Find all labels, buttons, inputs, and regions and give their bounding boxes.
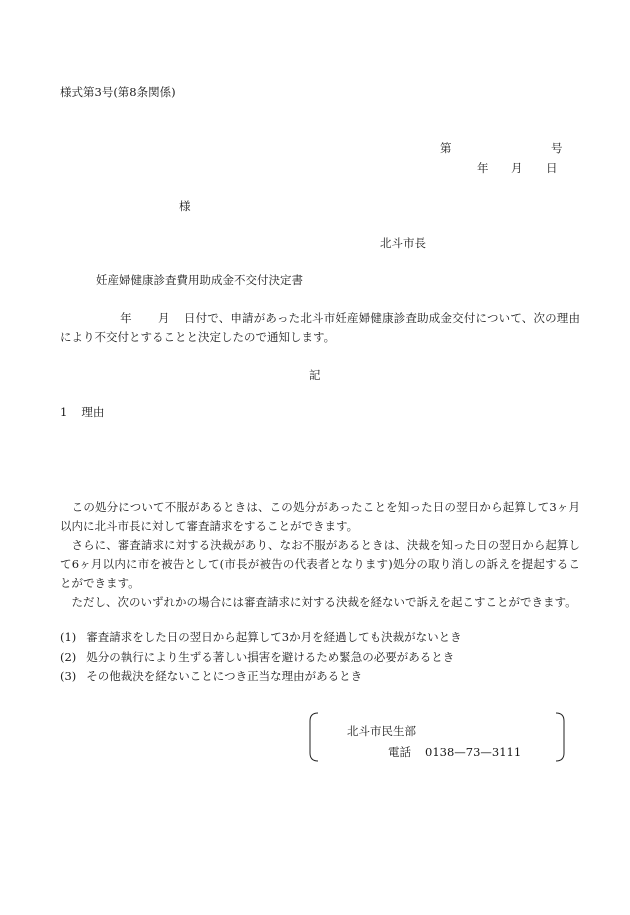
issue-date-day: 日 [546, 161, 558, 175]
notice-year: 年 [120, 311, 132, 325]
issue-number-prefix: 第 [440, 141, 452, 155]
notice-month: 月 [157, 311, 170, 325]
contact-phone-label: 電話 [388, 745, 411, 759]
appeal-paragraph-2: さらに、審査請求に対する決裁があり、なお不服があるときは、決裁を知った日の翌日から起算して6ヶ月以内に市を被告として(市長が被告の代表者となります)処分の取り消しの訴えを提起することができます。 [60, 538, 580, 590]
right-bracket [554, 712, 566, 762]
issue-number-suffix: 号 [551, 141, 563, 155]
left-bracket [308, 712, 320, 762]
document-title: 妊産婦健康診査費用助成金不交付決定書 [96, 273, 303, 287]
appeal-paragraph-1: この処分について不服があるときは、この処分があったことを知った日の翌日から起算して3ヶ月以内に北斗市長に対して審査請求をすることができます。 [60, 500, 580, 533]
reason-heading [60, 405, 104, 419]
issue-date-year: 年 [477, 161, 489, 175]
sender: 北斗市長 [380, 236, 426, 250]
contact-phone [388, 745, 521, 759]
appeal-paragraph-3: ただし、次のいずれかの場合には審査請求に対する決裁を経ないで訴えを起こすことができます。 [60, 595, 577, 609]
recipient-honorific: 様 [179, 199, 191, 213]
condition-item-3: (3) その他裁決を経ないことにつき正当な理由があるとき [60, 669, 363, 683]
condition-item-1: (1) 審査請求をした日の翌日から起算して3か月を経過しても決裁がないとき [60, 630, 462, 644]
ki-heading: 記 [309, 368, 321, 382]
issue-date-month: 月 [511, 161, 523, 175]
notice-paragraph [60, 309, 580, 347]
form-number: 様式第3号(第8条関係) [60, 85, 176, 99]
notice-text: 日付で、申請があった北斗市妊産婦健康診査助成金交付について、次の理由により不交付とすることと決定したので通知します。 [60, 311, 580, 344]
reason-number: 1 [60, 405, 68, 419]
reason-label: 理由 [81, 405, 105, 419]
contact-department: 北斗市民生部 [347, 724, 416, 738]
contact-phone-number: 0138—73—3111 [425, 745, 522, 759]
condition-item-2: (2) 処分の執行により生ずる著しい損害を避けるため緊急の必要があるとき [60, 650, 455, 664]
